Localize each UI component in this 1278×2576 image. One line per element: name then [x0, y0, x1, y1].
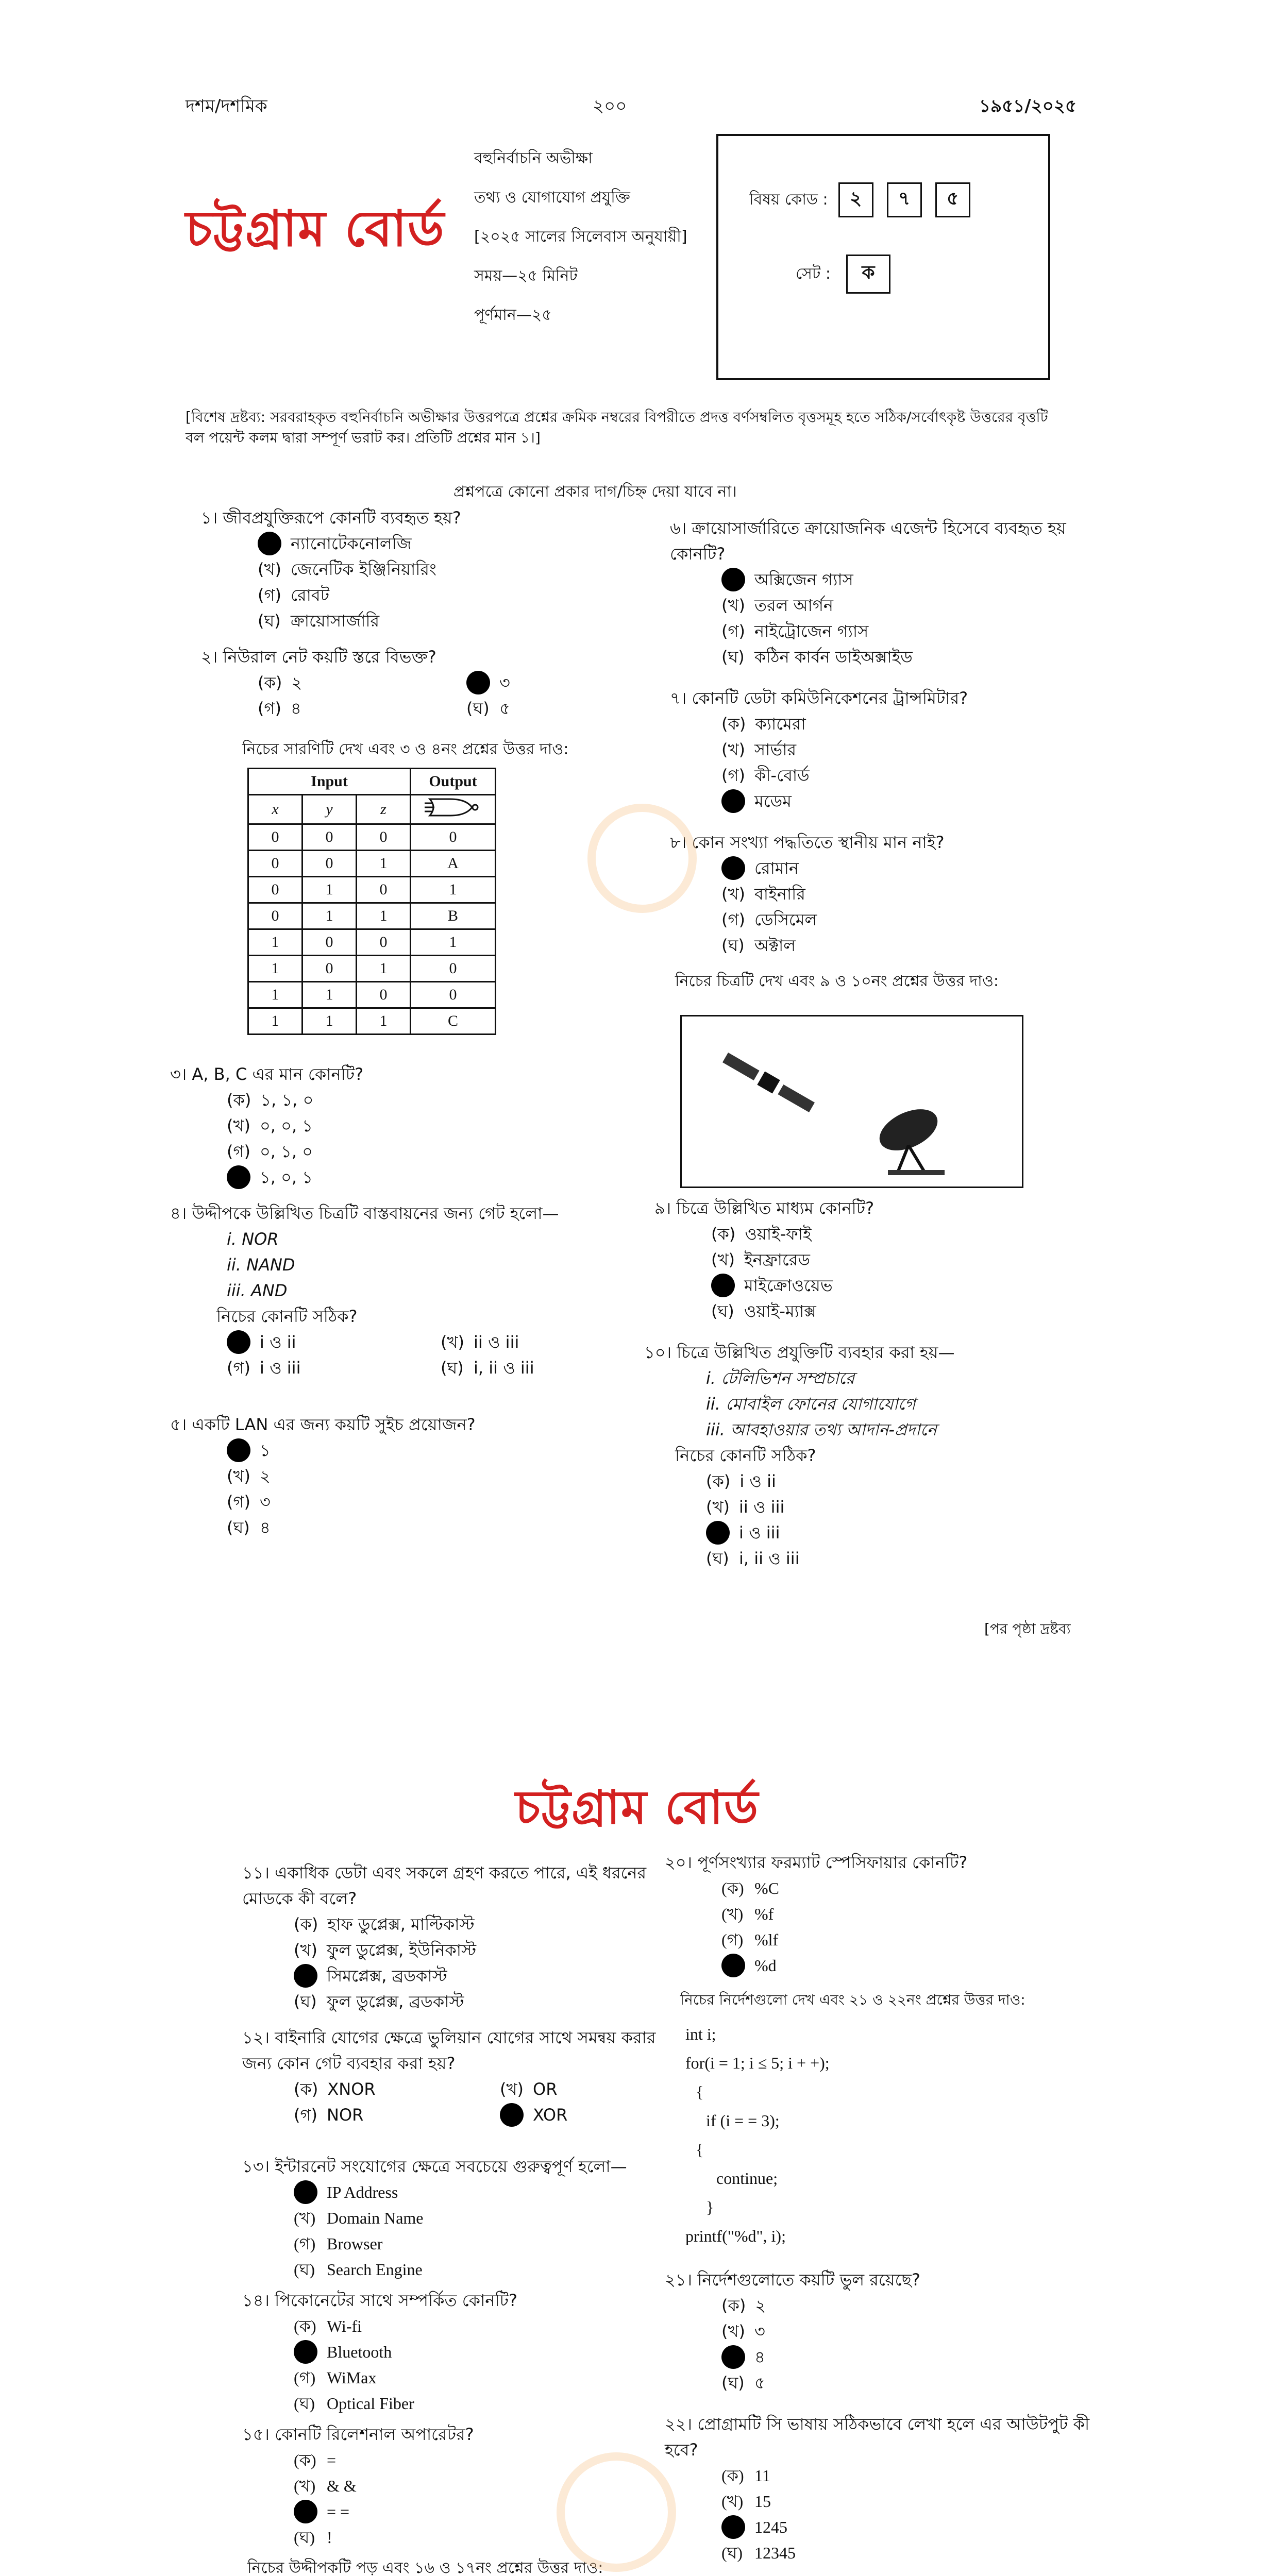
- option-ga[interactable]: (গ) NOR: [294, 2105, 364, 2125]
- question-13: [242, 2154, 685, 2282]
- truth-table-cell: 1: [302, 877, 357, 903]
- question-text: ৮। কোন সংখ্যা পদ্ধতিতে স্থানীয় মান নাই?: [670, 833, 945, 852]
- option-ga[interactable]: (গ) WiMax: [294, 2368, 377, 2387]
- stimulus-1: নিচের সারণিটি দেখ এবং ৩ ও ৪নং প্রশ্নের উত্তর দাও:: [242, 740, 569, 758]
- code-line: {: [696, 2140, 704, 2159]
- option-ga[interactable]: (গ) ৪: [258, 699, 301, 718]
- truth-table-cell: A: [411, 851, 496, 877]
- truth-table-row: [248, 877, 496, 903]
- option-ga[interactable]: (গ) ৩: [227, 1492, 271, 1512]
- truth-table-cell: 0: [302, 851, 357, 877]
- question-5: [170, 1412, 634, 1540]
- option-kha[interactable]: (খ) ২: [227, 1466, 271, 1486]
- truth-table-cell: 0: [357, 982, 411, 1008]
- truth-table-cell: 0: [411, 956, 496, 982]
- option-ka[interactable]: ন্যানোটেকনোলজি: [258, 531, 654, 556]
- option-kha[interactable]: (খ) সার্ভার: [721, 740, 797, 759]
- gate-symbol: [411, 795, 496, 824]
- board-title: চট্টগ্রাম বোর্ড: [186, 199, 445, 258]
- question-text: ৭। কোনটি ডেটা কমিউনিকেশনের ট্রান্সমিটার?: [670, 688, 968, 708]
- truth-table-cell: 0: [411, 982, 496, 1008]
- code-block: [685, 2020, 830, 2250]
- satellite-dish-icon: [682, 1016, 1022, 1187]
- filled-answer-bubble: [500, 2103, 524, 2127]
- option-kha[interactable]: (খ) Domain Name: [294, 2209, 424, 2227]
- truth-table-row: [248, 824, 496, 851]
- option-ka[interactable]: (ক) i ও ii: [706, 1471, 776, 1491]
- truth-table-row: [248, 982, 496, 1008]
- microwave-figure: [680, 1015, 1023, 1188]
- option-ka[interactable]: (ক) XNOR: [294, 2079, 376, 2099]
- stimulus-2: নিচের চিত্রটি দেখ এবং ৯ ও ১০নং প্রশ্নের উত্তর দাও:: [675, 972, 999, 990]
- question-1: [201, 505, 654, 634]
- question-10: ১০। চিত্রে উল্লিখিত প্রযুক্তিটি ব্যবহার করা হয়— i. টেলিভিশন সম্প্রচারে ii. মোবাইল ফোনের যোগাযোগে iii. আবহাওয়ার তথ্য আদান-প্রদানে নিচের কোনটি সঠিক? (ক) i ও ii (খ) ii ও iii i ও iii (ঘ) i, ii ও iii: [644, 1340, 1092, 1571]
- option-ka[interactable]: (ক) ওয়াই-ফাই: [711, 1224, 812, 1244]
- option-kha[interactable]: (খ) & &: [294, 2477, 357, 2495]
- code-line: }: [706, 2198, 714, 2216]
- option-kha[interactable]: (খ) বাইনারি: [721, 884, 805, 904]
- header-left: দশম/দশমিক: [186, 96, 267, 116]
- filled-answer-bubble: [294, 2340, 317, 2364]
- truth-table-cell: 1: [248, 956, 302, 982]
- filled-answer-bubble: [258, 532, 281, 555]
- truth-table: Input Output x y z 0 0 0 0 0 0 1 A 0 1 0 1 0 1 1 B 1 0 0 1 1 0 1 0 1 1 0 0 1 1 1 C: [247, 768, 496, 1035]
- option-gha[interactable]: (ঘ) ওয়াই-ম্যাক্স: [711, 1301, 816, 1321]
- option-gha[interactable]: (ঘ) ক্রায়োসার্জারি: [258, 611, 380, 631]
- filled-answer-bubble: [294, 1964, 317, 1988]
- option-ga[interactable]: সিমপ্লেক্স, ব্রডকাস্ট: [294, 1963, 685, 1989]
- option-gha[interactable]: মডেম: [721, 788, 1092, 814]
- code-line: {: [696, 2082, 704, 2101]
- page-footer: [পর পৃষ্ঠা দ্রষ্টব্য: [984, 1620, 1071, 1637]
- question-9: [654, 1195, 1092, 1324]
- question-text: ২০। পূর্ণসংখ্যার ফরম্যাট স্পেসিফায়ার কোনটি?: [665, 1853, 968, 1872]
- question-7: [670, 685, 1092, 814]
- set-label: সেট :: [796, 264, 831, 283]
- question-text: ১৪। পিকোনেটের সাথে সম্পর্কিত কোনটি?: [242, 2291, 518, 2310]
- option-gha[interactable]: (ঘ) i, ii ও iii: [706, 1549, 800, 1568]
- option-ka[interactable]: (ক) ১, ১, ০: [227, 1090, 314, 1110]
- option-kha[interactable]: Bluetooth: [294, 2339, 685, 2365]
- truth-table-cell: 1: [411, 877, 496, 903]
- instruction: [বিশেষ দ্রষ্টব্য: সরবরাহকৃত বহুনির্বাচনি অভীক্ষার উত্তরপত্রে প্রশ্নের ক্রমিক নম্বরের বিপরীতে প্রদত্ত বর্ণসম্বলিত বৃত্তসমূহ হতে সঠিক/সর্বোৎকৃষ্ট উত্তরের বৃত্তটি বল পয়েন্ট কলম দ্বারা সম্পূর্ণ ভরাট কর। প্রতিটি প্রশ্নের মান ১।]: [186, 409, 1048, 446]
- board-title: চট্টগ্রাম বোর্ড: [515, 1780, 760, 1835]
- question-text: ১। জীবপ্রযুক্তিরূপে কোনটি ব্যবহৃত হয়?: [201, 508, 461, 528]
- question-text: ২। নিউরাল নেট কয়টি স্তরে বিভক্ত?: [201, 647, 436, 667]
- option-ga[interactable]: (গ) ০, ১, ০: [227, 1142, 313, 1161]
- truth-table-cell: 1: [357, 851, 411, 877]
- filled-answer-bubble: [721, 789, 745, 813]
- option-ka[interactable]: i ও ii: [227, 1329, 420, 1355]
- truth-table-cell: C: [411, 1008, 496, 1035]
- question-6: [670, 515, 1092, 670]
- option-ka[interactable]: (ক) =: [294, 2451, 337, 2469]
- option-ga[interactable]: (গ) নাইট্রোজেন গ্যাস: [721, 621, 869, 641]
- option-gha[interactable]: (ঘ) 12345: [721, 2544, 796, 2562]
- option-gha[interactable]: (ঘ) অক্টাল: [721, 936, 796, 955]
- option-gha[interactable]: %d: [721, 1953, 1103, 1978]
- output-header: Output: [411, 769, 496, 795]
- truth-table-row: [248, 1008, 496, 1035]
- option-ka[interactable]: (ক) %C: [721, 1879, 779, 1897]
- option-kha[interactable]: (খ) 15: [721, 2492, 771, 2511]
- filled-answer-bubble: [294, 2500, 317, 2523]
- option-ga[interactable]: = =: [294, 2499, 685, 2524]
- filled-answer-bubble: [227, 1330, 250, 1354]
- truth-table-cell: 1: [302, 1008, 357, 1035]
- option-ka[interactable]: (ক) ক্যামেরা: [721, 714, 806, 734]
- option-ka[interactable]: (ক) ২: [258, 673, 302, 692]
- code-line: for(i = 1; i ≤ 5; i + +);: [685, 2054, 830, 2072]
- truth-table-cell: 1: [357, 956, 411, 982]
- question-text: ১১। একাধিক ডেটা এবং সকলে গ্রহণ করতে পারে, এই ধরনের মোডকে কী বলে?: [242, 1863, 647, 1908]
- question-8: [670, 829, 1092, 958]
- truth-table-cell: 1: [411, 929, 496, 956]
- option-kha[interactable]: (খ) ii ও iii: [441, 1332, 519, 1352]
- question-text: ৩। A, B, C এর মান কোনটি?: [170, 1064, 364, 1084]
- option-ga[interactable]: মাইক্রোওয়েভ: [711, 1273, 1092, 1298]
- input-header: Input: [248, 769, 411, 795]
- question-text: ১০। চিত্রে উল্লিখিত প্রযুক্তিটি ব্যবহার করা হয়—: [644, 1343, 955, 1362]
- truth-table-cell: 1: [357, 1008, 411, 1035]
- option-ka[interactable]: ১: [227, 1437, 634, 1463]
- option-ga[interactable]: (গ) ডেসিমেল: [721, 910, 817, 929]
- option-ka[interactable]: (ক) হাফ ডুপ্লেক্স, মাল্টিকাস্ট: [294, 1914, 475, 1934]
- code-line: continue;: [716, 2169, 778, 2188]
- question-3: [170, 1061, 624, 1190]
- option-kha[interactable]: ৩: [466, 670, 654, 696]
- question-2: [201, 644, 654, 721]
- truth-table-cell: 0: [248, 824, 302, 851]
- stimulus-4: নিচের নির্দেশগুলো দেখ এবং ২১ ও ২২নং প্রশ্নের উত্তর দাও:: [680, 1991, 1025, 2008]
- filled-answer-bubble: [721, 568, 745, 591]
- truth-table-row: [248, 929, 496, 956]
- option-ga[interactable]: (গ) %lf: [721, 1930, 779, 1949]
- question-text: ২২। প্রোগ্রামটি সি ভাষায় সঠিকভাবে লেখা হলে এর আউটপুট কী হবে?: [665, 2414, 1090, 2460]
- option-kha[interactable]: (খ) OR: [500, 2079, 558, 2099]
- option-gha[interactable]: (ঘ) ৫: [721, 2373, 765, 2393]
- truth-table-cell: 0: [357, 824, 411, 851]
- filled-answer-bubble: [721, 2515, 745, 2539]
- set-code: [796, 255, 894, 294]
- question-text: ২১। নির্দেশগুলোতে কয়টি ভুল রয়েছে?: [665, 2270, 920, 2290]
- option-ga[interactable]: (গ) i ও iii: [227, 1358, 301, 1378]
- filled-answer-bubble: [721, 2345, 745, 2369]
- option-ka[interactable]: (ক) 11: [721, 2466, 770, 2485]
- option-ga[interactable]: (গ) Browser: [294, 2234, 383, 2253]
- question-text: ৫। একটি LAN এর জন্য কয়টি সুইচ প্রয়োজন?: [170, 1415, 476, 1434]
- option-gha[interactable]: XOR: [500, 2102, 685, 2128]
- truth-table-cell: 1: [248, 982, 302, 1008]
- question-22: [665, 2411, 1103, 2566]
- option-ga[interactable]: i ও iii: [706, 1520, 1092, 1546]
- filled-answer-bubble: [721, 856, 745, 880]
- code-line: if (i = = 3);: [706, 2111, 780, 2130]
- question-20: [665, 1850, 1103, 1978]
- truth-table-cell: 1: [248, 1008, 302, 1035]
- truth-table-row: [248, 851, 496, 877]
- question-text: ১৫। কোনটি রিলেশনাল অপারেটর?: [242, 2425, 474, 2444]
- question-21: [665, 2267, 1103, 2396]
- question-text: ১২। বাইনারি যোগের ক্ষেত্রে ভুলিয়ান যোগের সাথে সমন্বয় করার জন্য কোন গেট ব্যবহার করা হয়?: [242, 2028, 656, 2073]
- subject-code: [749, 182, 973, 217]
- truth-table-cell: 0: [302, 929, 357, 956]
- filled-answer-bubble: [711, 1274, 735, 1297]
- exam-info-line: তথ্য ও যোগাযোগ প্রযুক্তি: [474, 189, 630, 207]
- exam-info: [474, 139, 687, 335]
- option-gha[interactable]: (ঘ) ৫: [466, 699, 510, 718]
- truth-table-cell: 1: [302, 903, 357, 929]
- watermark-logo: [587, 804, 697, 913]
- option-kha[interactable]: (খ) ০, ০, ১: [227, 1116, 313, 1136]
- truth-table-cell: 0: [411, 824, 496, 851]
- option-ga[interactable]: (গ) রোবট: [258, 585, 330, 605]
- option-ga[interactable]: ৪: [721, 2344, 1103, 2370]
- option-ka[interactable]: (ক) Wi-fi: [294, 2317, 362, 2335]
- code-line: int i;: [685, 2025, 716, 2043]
- truth-table-cell: 1: [248, 929, 302, 956]
- question-11: [242, 1860, 685, 2014]
- filled-answer-bubble: [706, 1521, 730, 1545]
- question-14: [242, 2287, 685, 2416]
- filled-answer-bubble: [721, 1954, 745, 1977]
- option-gha[interactable]: (ঘ) কঠিন কার্বন ডাইঅক্সাইড: [721, 647, 913, 667]
- option-kha[interactable]: (খ) ৩: [721, 2321, 765, 2341]
- subject-code-label: বিষয় কোড :: [749, 190, 828, 209]
- filled-answer-bubble: [227, 1438, 250, 1462]
- truth-table-cell: 0: [248, 877, 302, 903]
- truth-table-cell: 1: [302, 982, 357, 1008]
- nor-gate-icon: [425, 796, 481, 819]
- filled-answer-bubble: [466, 671, 490, 694]
- option-kha[interactable]: (খ) ইনফ্রারেড: [711, 1250, 810, 1269]
- filled-answer-bubble: [227, 1165, 250, 1189]
- exam-info-line: [২০২৫ সালের সিলেবাস অনুযায়ী]: [474, 228, 687, 246]
- truth-table-cell: B: [411, 903, 496, 929]
- question-text: ৯। চিত্রে উল্লিখিত মাধ্যম কোনটি?: [654, 1198, 875, 1218]
- option-gha[interactable]: (ঘ) Optical Fiber: [294, 2394, 414, 2413]
- set-value: ক: [846, 255, 890, 294]
- filled-answer-bubble: [294, 2180, 317, 2204]
- option-ka[interactable]: (ক) ২: [721, 2296, 766, 2315]
- truth-table-cell: 0: [248, 851, 302, 877]
- truth-table-cell: 0: [302, 956, 357, 982]
- question-4: ৪। উদ্দীপকে উল্লিখিত চিত্রটি বাস্তবায়নের জন্য গেট হলো— i. NOR ii. NAND iii. AND নিচের কোনটি সঠিক? i ও ii (খ) ii ও iii (গ) i ও iii (ঘ) i, ii ও iii: [170, 1200, 634, 1381]
- option-gha[interactable]: (ঘ) ফুল ডুপ্লেক্স, ব্রডকাস্ট: [294, 1992, 464, 2011]
- code-digit: ৫: [935, 182, 970, 217]
- option-gha[interactable]: (ঘ) Search Engine: [294, 2260, 423, 2279]
- option-ka[interactable]: অক্সিজেন গ্যাস: [721, 567, 1092, 592]
- option-ka[interactable]: রোমান: [721, 855, 1092, 881]
- truth-table-cell: 0: [302, 824, 357, 851]
- option-kha[interactable]: (খ) ii ও iii: [706, 1497, 785, 1517]
- option-gha[interactable]: (ঘ) ৪: [227, 1518, 271, 1537]
- watermark-logo: [557, 2452, 676, 2572]
- option-kha[interactable]: (খ) ফুল ডুপ্লেক্স, ইউনিকাস্ট: [294, 1940, 477, 1960]
- truth-table-cell: 0: [357, 877, 411, 903]
- question-text: ৬। ক্রায়োসার্জারিতে ক্রায়োজনিক এজেন্ট হিসেবে ব্যবহৃত হয় কোনটি?: [670, 518, 1066, 564]
- option-gha[interactable]: (ঘ) !: [294, 2528, 332, 2547]
- option-kha[interactable]: (খ) তরল আর্গন: [721, 596, 834, 615]
- option-kha[interactable]: (খ) জেনেটিক ইঞ্জিনিয়ারিং: [258, 560, 436, 579]
- truth-table-cell: 0: [248, 903, 302, 929]
- page-number: ২০০: [593, 96, 627, 116]
- option-ga[interactable]: (গ) কী-বোর্ড: [721, 766, 810, 785]
- stimulus-3: নিচের উদ্দীপকটি পড় এবং ১৬ ও ১৭নং প্রশ্নের উত্তর দাও:: [247, 2559, 603, 2576]
- option-gha[interactable]: (ঘ) i, ii ও iii: [441, 1358, 534, 1378]
- question-12: [242, 2025, 685, 2128]
- question-text: ১৩। ইন্টারনেট সংযোগের ক্ষেত্রে সবচেয়ে গুরুত্বপূর্ণ হলো—: [242, 2157, 627, 2176]
- exam-info-line: বহুনির্বাচনি অভীক্ষা: [474, 149, 593, 167]
- question-text: ৪। উদ্দীপকে উল্লিখিত চিত্রটি বাস্তবায়নের জন্য গেট হলো—: [170, 1204, 559, 1223]
- option-gha[interactable]: ১, ০, ১: [227, 1164, 624, 1190]
- code-digit: ২: [838, 182, 873, 217]
- code-digit: ৭: [887, 182, 922, 217]
- code-line: printf("%d", i);: [685, 2227, 786, 2245]
- code-box: [716, 134, 1050, 380]
- truth-table-row: [248, 956, 496, 982]
- truth-table-row: [248, 903, 496, 929]
- header-right: ১৯৫১/২০২৫: [979, 96, 1077, 116]
- instruction-2: প্রশ্নপত্রে কোনো প্রকার দাগ/চিহ্ন দেয়া যাবে না।: [453, 483, 737, 501]
- truth-table-cell: 1: [357, 903, 411, 929]
- truth-table-cell: 0: [357, 929, 411, 956]
- option-ga[interactable]: 1245: [721, 2514, 1103, 2540]
- exam-info-line: পূর্ণমান—২৫: [474, 306, 552, 324]
- exam-info-line: সময়—২৫ মিনিট: [474, 267, 578, 285]
- option-ka[interactable]: IP Address: [294, 2179, 685, 2205]
- option-kha[interactable]: (খ) %f: [721, 1905, 774, 1923]
